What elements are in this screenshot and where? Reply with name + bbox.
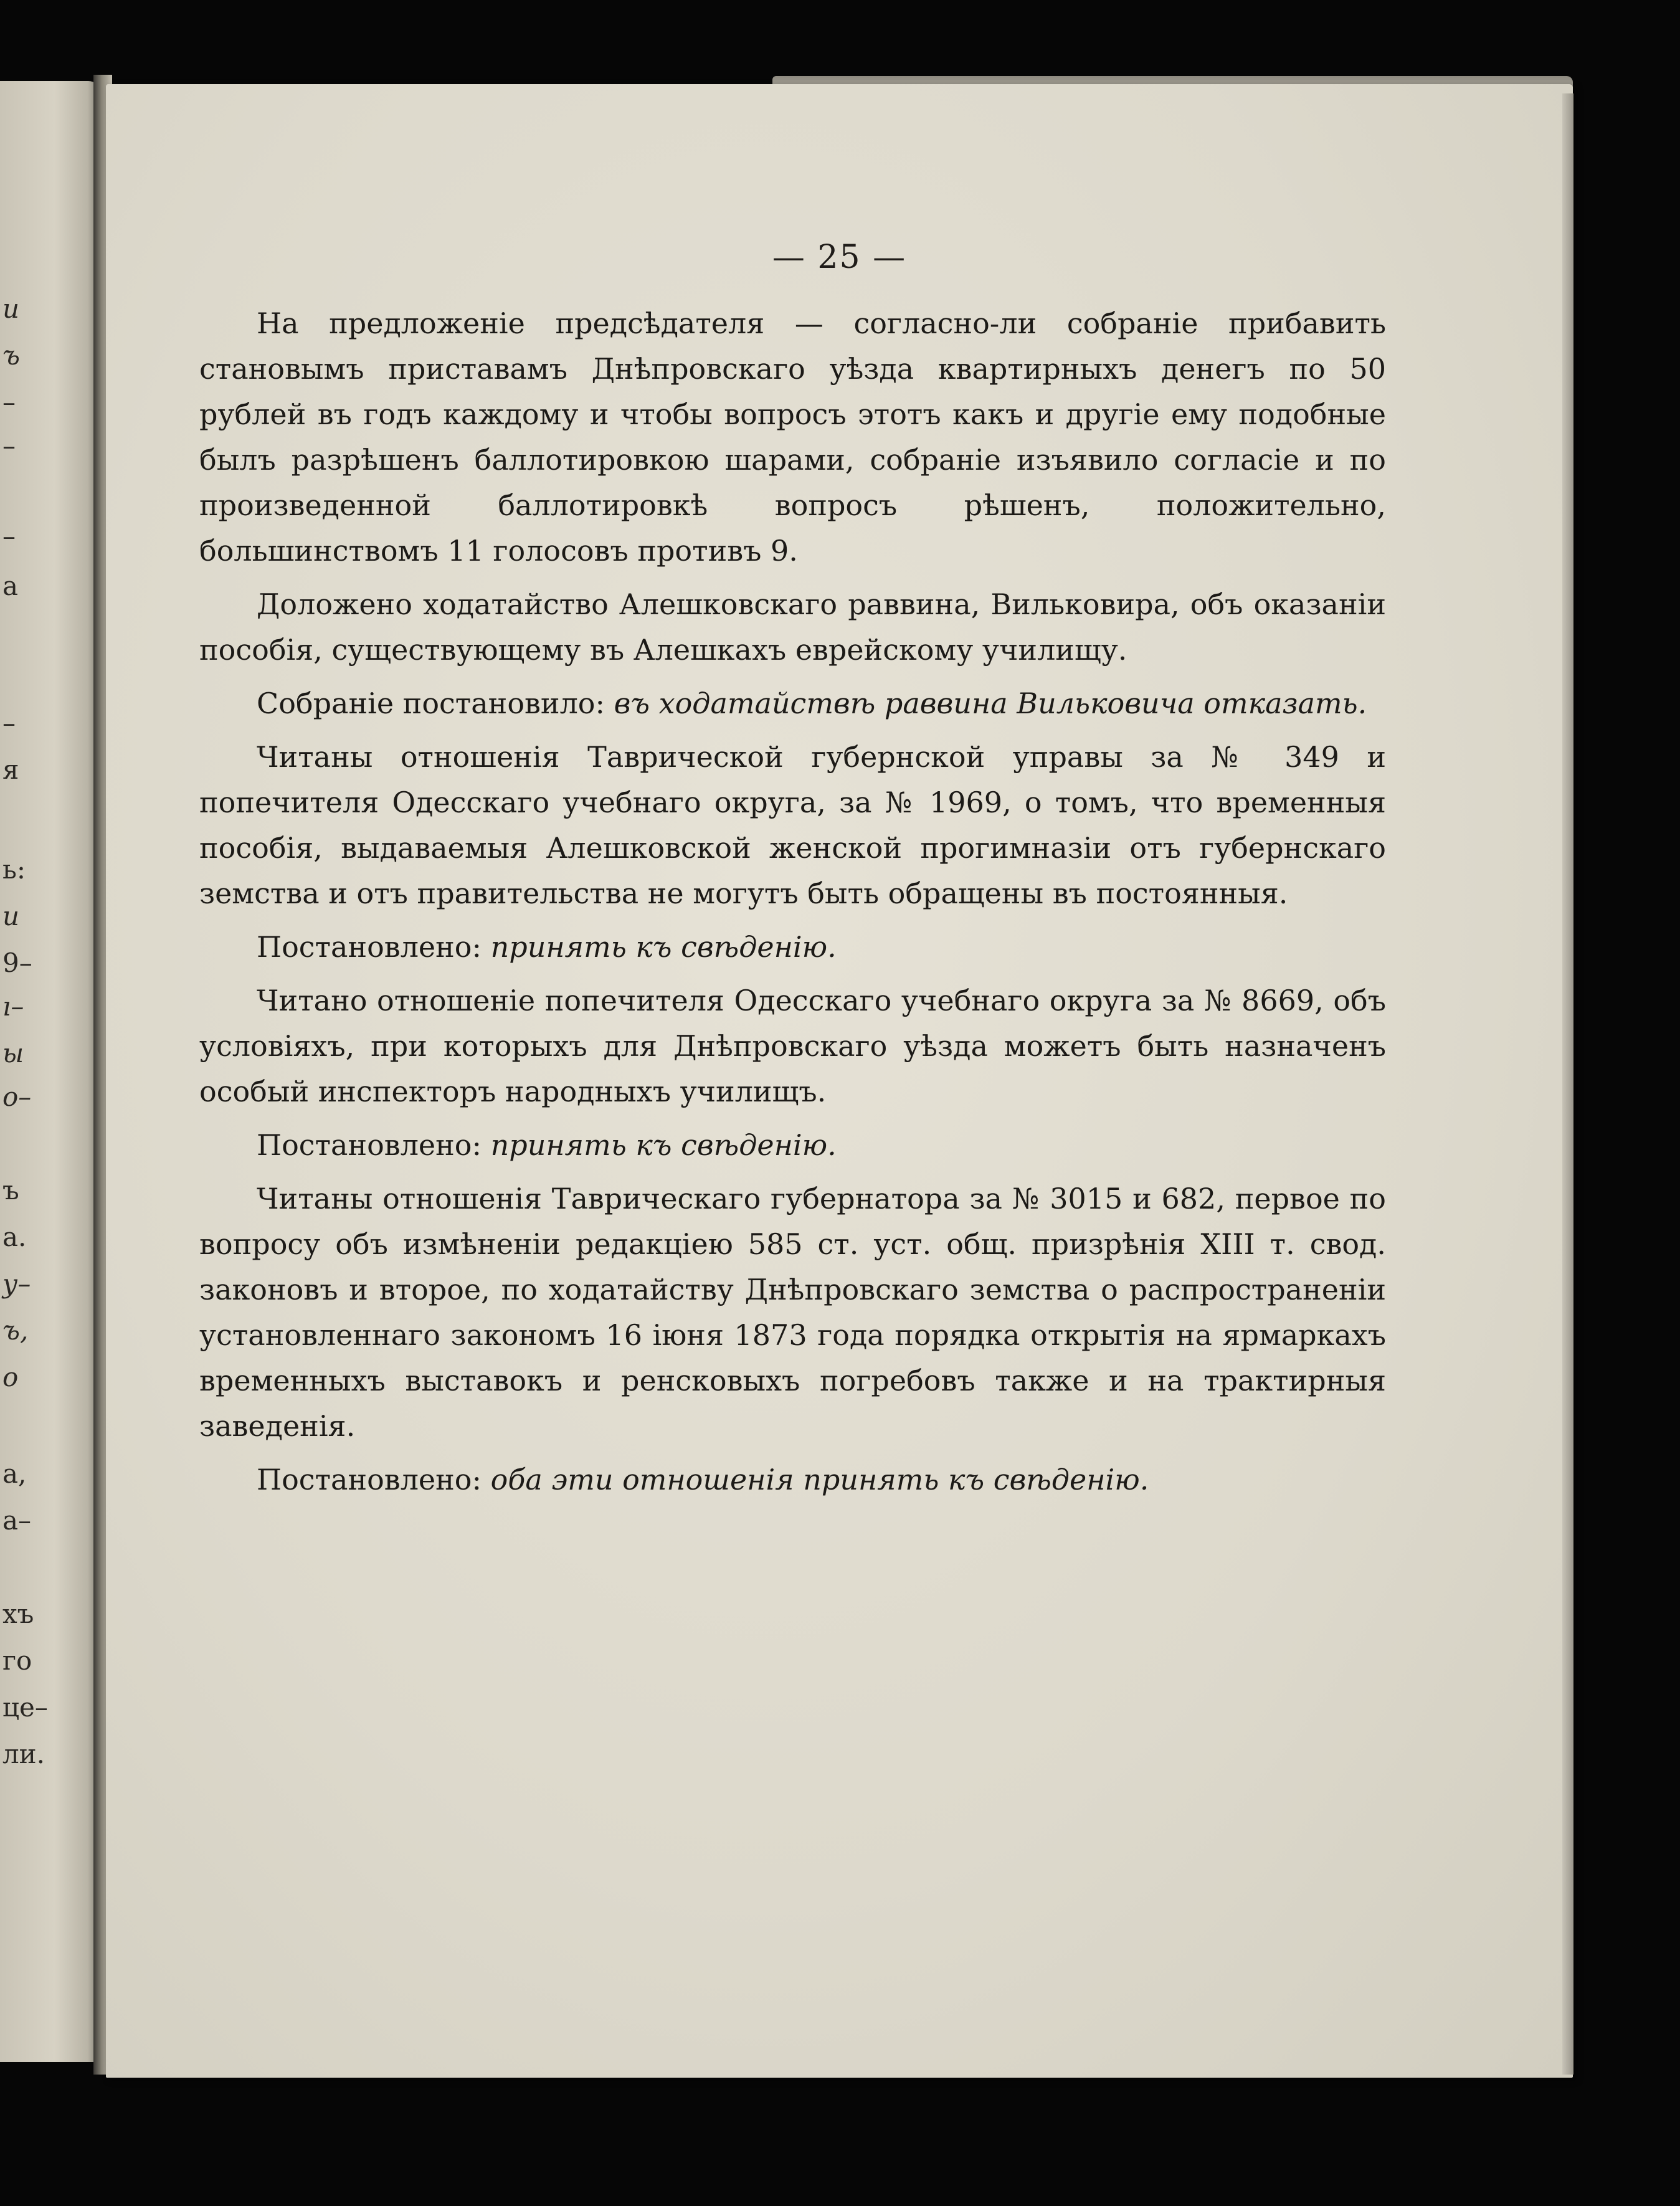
left-page-fragment: у– (2, 1268, 31, 1299)
left-page-fragment: ъ, (2, 1315, 29, 1346)
page-stack-edge-right (1562, 93, 1573, 2075)
resolution-lead: Собраніе постановило: (257, 687, 614, 720)
left-page-fragment: хъ (2, 1599, 34, 1629)
paragraph: Читаны отношенія Таврической губернской управы за № 349 и попечителя Одесскаго учебнаго округа, за № 1969, о томъ, что временныя пособія, выдаваемыя Алешковской женской прогимназіи отъ губернскаго земства и отъ правительства не могутъ быть обращены въ постоянныя. (199, 740, 1386, 910)
resolution-paragraph (199, 1457, 1386, 1503)
left-page-fragment: го (2, 1645, 32, 1676)
resolution-text: принять къ свѣденію. (490, 1128, 837, 1162)
resolution-text: оба эти отношенія принять къ свѣденію. (490, 1463, 1149, 1496)
left-page-fragment: а– (2, 1505, 32, 1536)
left-page-fragment: а, (2, 1458, 27, 1489)
left-page-fragment: и (2, 293, 20, 324)
left-page-fragment: – (2, 387, 16, 417)
left-page-fragment: ли. (2, 1739, 45, 1769)
left-page-fragment: а. (2, 1222, 27, 1252)
left-page-fragment: – (2, 708, 16, 738)
resolution-lead: Постановлено: (257, 930, 491, 964)
left-page-fragment: ı– (2, 991, 24, 1022)
left-page-edge (0, 81, 100, 2062)
paragraph: Читано отношеніе попечителя Одесскаго учебнаго округа за № 8669, объ условіяхъ, при которыхъ для Днѣпровскаго уѣзда можетъ быть назначенъ особый инспекторъ народныхъ училищъ. (199, 984, 1386, 1108)
left-page-fragment: – (2, 430, 16, 461)
book-page (106, 84, 1573, 2078)
page-number: — 25 — (772, 239, 907, 276)
left-page-fragment: ъ (2, 340, 20, 371)
resolution-text: въ ходатайствѣ раввина Вильковича отказать. (614, 687, 1367, 720)
resolution-text: принять къ свѣденію. (490, 930, 837, 964)
resolution-paragraph (199, 681, 1386, 726)
resolution-lead: Постановлено: (257, 1128, 491, 1162)
left-page-fragment: о– (2, 1082, 32, 1112)
resolution-paragraph (199, 1123, 1386, 1168)
left-page-fragment: о (2, 1362, 19, 1392)
resolution-paragraph (199, 925, 1386, 970)
left-page-fragment: 9– (2, 948, 32, 978)
left-page-fragment: я (2, 754, 19, 785)
paragraph: Читаны отношенія Таврическаго губернатора за № 3015 и 682, первое по вопросу объ измѣненіи редакціею 585 ст. уст. общ. призрѣнія XIII т. свод. законовъ и второе, по ходатайству Днѣпровскаго земства о распространеніи установленнаго закономъ 16 іюня 1873 года порядка открытія на ярмаркахъ временныхъ выставокъ и ренсковыхъ погребовъ также и на трактирныя заведенія. (199, 1182, 1386, 1443)
left-page-fragment: ы (2, 1038, 24, 1068)
left-page-fragment: а (2, 571, 19, 601)
left-page-fragment: – (2, 521, 16, 551)
left-page-fragment: ь: (2, 854, 26, 885)
left-page-fragment: це– (2, 1692, 48, 1723)
left-page-fragment: и (2, 901, 20, 931)
resolution-lead: Постановлено: (257, 1463, 491, 1496)
page-body (199, 301, 1386, 1511)
paragraph: Доложено ходатайство Алешковскаго раввина, Вильковира, объ оказаніи пособія, существующему въ Алешкахъ еврейскому училищу. (199, 587, 1386, 667)
left-page-fragment: ъ (2, 1175, 19, 1205)
paragraph: На предложеніе предсѣдателя — согласно-ли собраніе прибавить становымъ приставамъ Днѣпровскаго уѣзда квартирныхъ денегъ по 50 рублей въ годъ каждому и чтобы вопросъ этотъ какъ и другіе ему подобные былъ разрѣшенъ баллотировкою шарами, собраніе изъявило согласіе и по произведенной баллотировкѣ вопросъ рѣшенъ, положительно, большинствомъ 11 голосовъ противъ 9. (199, 307, 1386, 568)
